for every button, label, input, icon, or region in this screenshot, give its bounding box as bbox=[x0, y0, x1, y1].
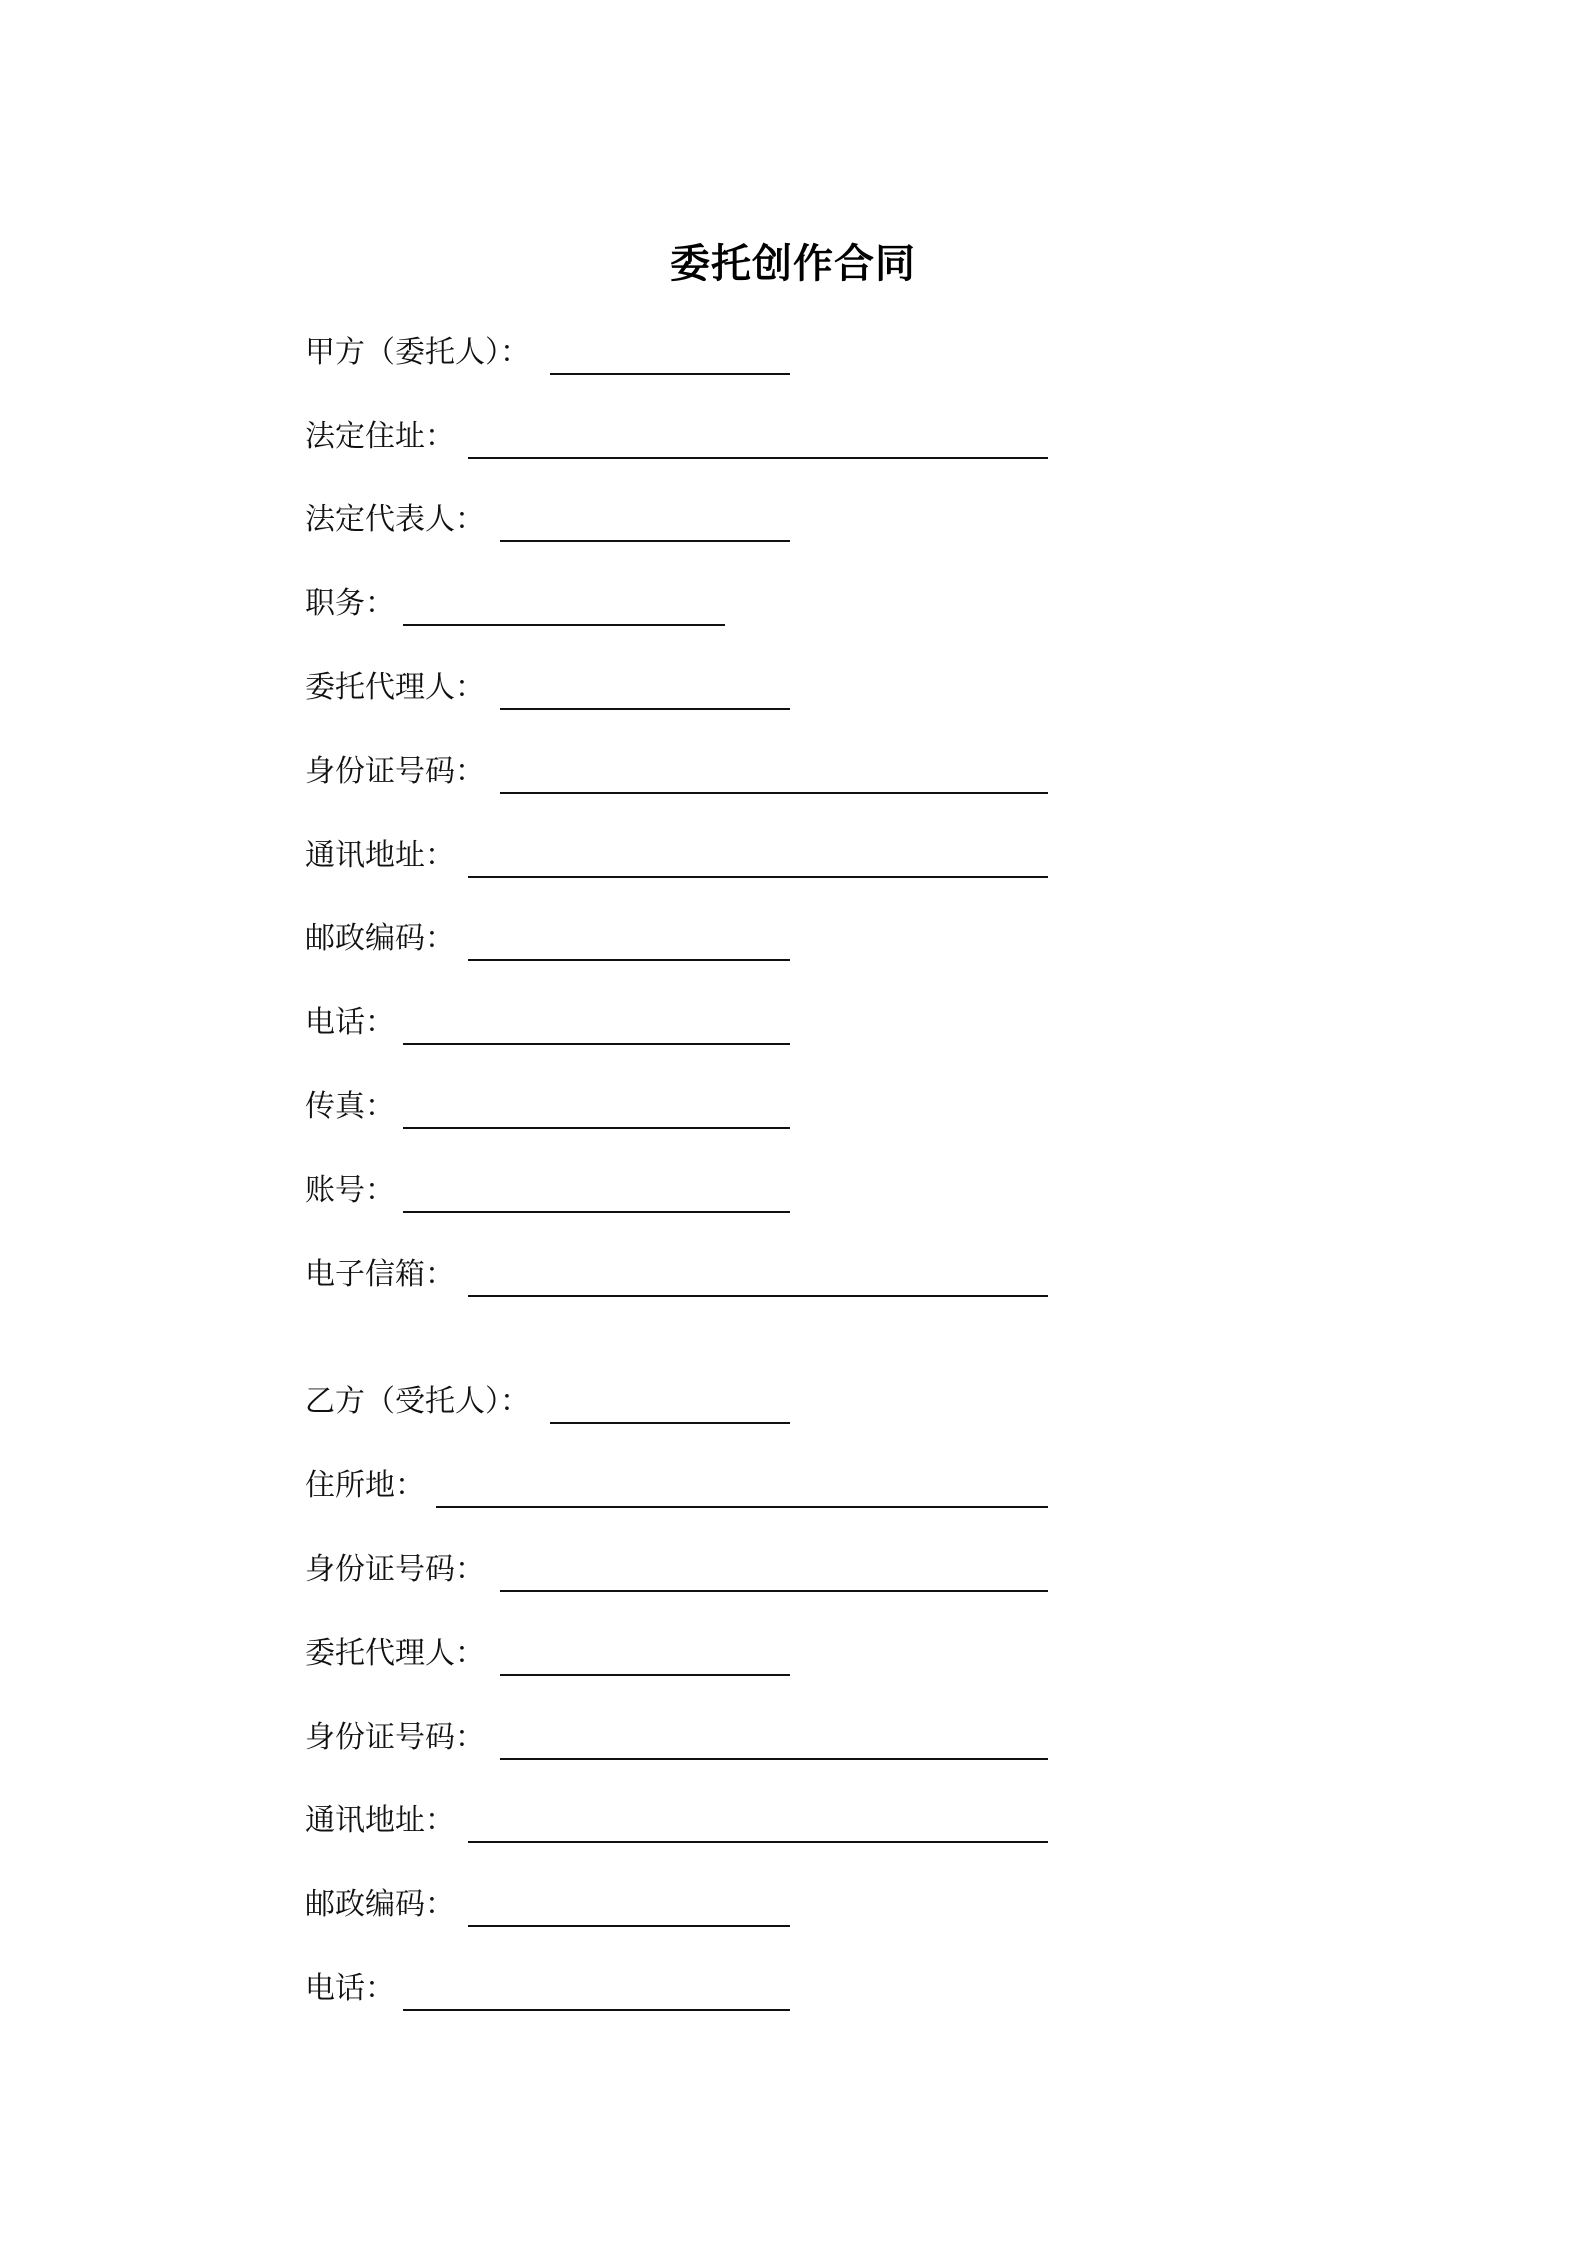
field-label: 电子信箱： bbox=[305, 1257, 455, 1292]
blank-line[interactable] bbox=[468, 876, 1048, 878]
blank-line[interactable] bbox=[436, 1506, 1048, 1508]
blank-line[interactable] bbox=[550, 1422, 790, 1424]
blank-line[interactable] bbox=[500, 1674, 790, 1676]
blank-line[interactable] bbox=[500, 540, 790, 542]
blank-line[interactable] bbox=[403, 1127, 790, 1129]
field-label: 身份证号码： bbox=[305, 1720, 485, 1755]
blank-line[interactable] bbox=[500, 708, 790, 710]
blank-line[interactable] bbox=[403, 1211, 790, 1213]
blank-line[interactable] bbox=[500, 1758, 1048, 1760]
field-label: 身份证号码： bbox=[305, 754, 485, 789]
field-label: 通讯地址： bbox=[305, 1803, 455, 1838]
blank-line[interactable] bbox=[403, 1043, 790, 1045]
field-label: 身份证号码： bbox=[305, 1552, 485, 1587]
blank-line[interactable] bbox=[403, 2009, 790, 2011]
field-label: 法定住址： bbox=[305, 419, 455, 454]
field-label: 电话： bbox=[305, 1005, 395, 1040]
field-label: 账号： bbox=[305, 1173, 395, 1208]
blank-line[interactable] bbox=[500, 1590, 1048, 1592]
field-label: 甲方（委托人）： bbox=[305, 335, 530, 370]
field-label: 邮政编码： bbox=[305, 921, 455, 956]
blank-line[interactable] bbox=[468, 457, 1048, 459]
blank-line[interactable] bbox=[468, 1925, 790, 1927]
field-label: 乙方（受托人）： bbox=[305, 1384, 530, 1419]
field-label: 通讯地址： bbox=[305, 838, 455, 873]
blank-line[interactable] bbox=[468, 1295, 1048, 1297]
blank-line[interactable] bbox=[468, 959, 790, 961]
blank-line[interactable] bbox=[550, 373, 790, 375]
field-label: 委托代理人： bbox=[305, 670, 485, 705]
blank-line[interactable] bbox=[500, 792, 1048, 794]
field-label: 职务： bbox=[305, 586, 395, 621]
blank-line[interactable] bbox=[468, 1841, 1048, 1843]
field-label: 电话： bbox=[305, 1971, 395, 2006]
field-label: 法定代表人： bbox=[305, 502, 485, 537]
blank-line[interactable] bbox=[403, 624, 725, 626]
field-label: 传真： bbox=[305, 1089, 395, 1124]
field-label: 邮政编码： bbox=[305, 1887, 455, 1922]
field-label: 住所地： bbox=[305, 1468, 425, 1503]
field-label: 委托代理人： bbox=[305, 1636, 485, 1671]
document-title: 委托创作合同 bbox=[670, 241, 916, 287]
